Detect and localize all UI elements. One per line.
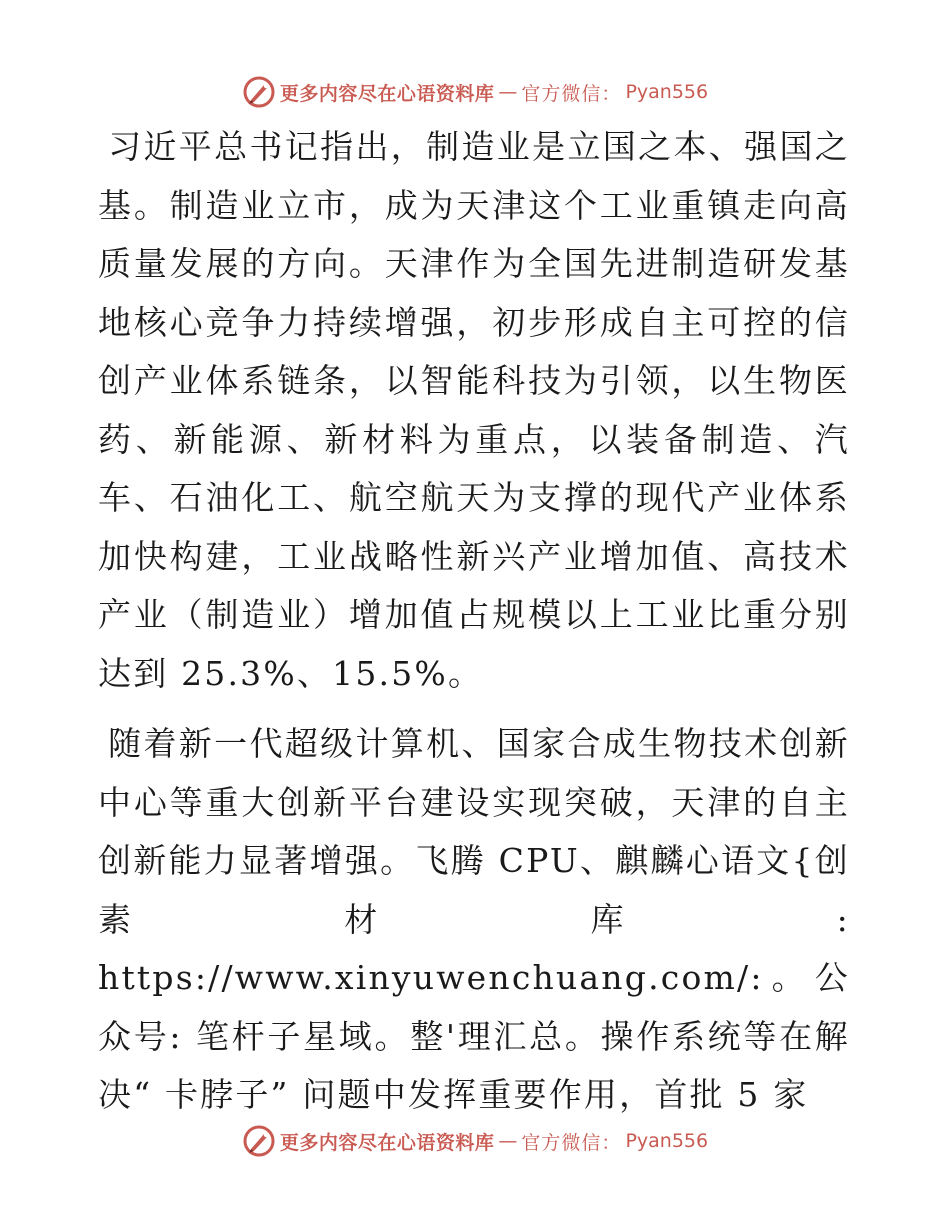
- watermark-wechat-label: 官方微信：: [521, 82, 622, 105]
- footer-watermark: [0, 1121, 950, 1161]
- paragraph-2-text: 随着新一代超级计算机、国家合成生物技术创新中心等重大创新平台建设实现突破，天津的自主创新能力显著增强。飞腾 CPU、麒麟心语文{创素材库: https://www.xinyuwenchuang.com/:。公众号: 笔杆子星域。整'理汇总。操作系统等在解决“ 卡脖子” 问题中发挥重要作用，首批 5 家: [98, 724, 850, 1114]
- watermark-brand-text: 更多内容尽在心语资料库: [279, 82, 495, 105]
- pen-logo-icon: [242, 1124, 276, 1158]
- watermark-wechat-id: Pyan556: [625, 1130, 709, 1152]
- watermark-separator: —: [498, 81, 518, 103]
- header-watermark: [0, 72, 950, 112]
- paragraph-2: [98, 715, 850, 1125]
- pen-logo-icon: [242, 75, 276, 109]
- watermark-wechat-label: 官方微信：: [521, 1131, 622, 1154]
- document-body: [98, 118, 850, 1137]
- paragraph-1: [98, 118, 850, 703]
- watermark-separator: —: [498, 1130, 518, 1152]
- watermark-brand-text: 更多内容尽在心语资料库: [279, 1131, 495, 1154]
- paragraph-1-text: 习近平总书记指出，制造业是立国之本、强国之基。制造业立市，成为天津这个工业重镇走向高质量发展的方向。天津作为全国先进制造研发基地核心竞争力持续增强，初步形成自主可控的信创产业体系链条，以智能科技为引领，以生物医药、新能源、新材料为重点，以装备制造、汽车、石油化工、航空航天为支撑的现代产业体系加快构建，工业战略性新兴产业增加值、高技术产业（制造业）增加值占规模以上工业比重分别达到 25.3%、15.5%。: [98, 127, 850, 693]
- watermark-wechat-id: Pyan556: [625, 81, 709, 103]
